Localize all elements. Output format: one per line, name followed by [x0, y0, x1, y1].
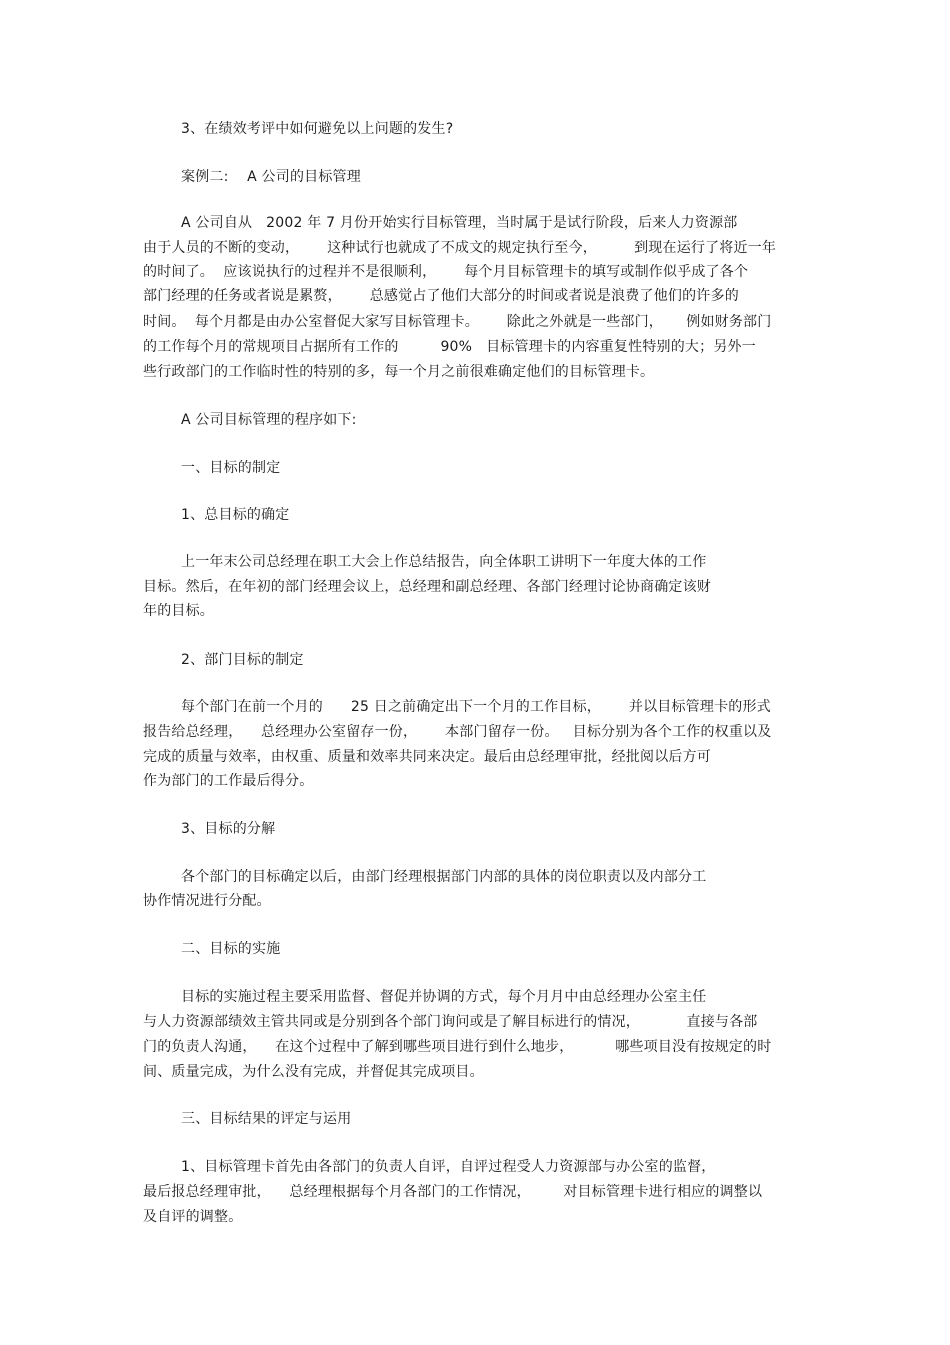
- intro-paragraph-line: 的时间了。 应该说执行的过程并不是很顺利， 每个月目标管理卡的填写或制作似乎成了各个: [143, 264, 749, 280]
- body-paragraph-line: 协作情况进行分配。: [143, 893, 271, 909]
- section-heading: 一、目标的制定: [181, 460, 281, 476]
- intro-paragraph-line: 的工作每个月的常规项目占据所有工作的 90% 目标管理卡的内容重复性特别的大；另外一: [143, 339, 756, 355]
- body-paragraph-line: 1、目标管理卡首先由各部门的负责人自评，自评过程受人力资源部与办公室的监督，: [181, 1159, 716, 1175]
- body-paragraph-line: 最后报总经理审批， 总经理根据每个月各部门的工作情况， 对目标管理卡进行相应的调整以: [143, 1184, 763, 1200]
- body-paragraph-line: 上一年末公司总经理在职工大会上作总结报告，向全体职工讲明下一年度大体的工作: [181, 554, 707, 570]
- body-paragraph-line: 报告给总经理， 总经理办公室留存一份， 本部门留存一份。 目标分别为各个工作的权重以及: [143, 724, 772, 740]
- body-paragraph-line: 目标的实施过程主要采用监督、督促并协调的方式，每个月月中由总经理办公室主任: [181, 989, 707, 1005]
- subsection-heading: 2、部门目标的制定: [181, 652, 304, 668]
- body-paragraph-line: 年的目标。: [143, 603, 214, 619]
- body-paragraph-line: 完成的质量与效率，由权重、质量和效率共同来决定。最后由总经理审批，经批阅以后方可: [143, 749, 711, 765]
- subsection-heading: 3、目标的分解: [181, 821, 276, 837]
- subsection-heading: 1、总目标的确定: [181, 507, 290, 523]
- question-line: 3、在绩效考评中如何避免以上问题的发生?: [181, 121, 454, 137]
- section-heading: 三、目标结果的评定与运用: [181, 1111, 352, 1127]
- body-paragraph-line: 及自评的调整。: [143, 1209, 243, 1225]
- body-paragraph-line: 间、质量完成，为什么没有完成，并督促其完成项目。: [143, 1064, 484, 1080]
- body-paragraph-line: 目标。然后，在年初的部门经理会议上，总经理和副总经理、各部门经理讨论协商确定该财: [143, 579, 711, 595]
- intro-paragraph-line: A 公司自从 2002 年 7 月份开始实行目标管理，当时属于是试行阶段，后来人力资源部: [181, 215, 738, 231]
- body-paragraph-line: 门的负责人沟通， 在这个过程中了解到哪些项目进行到什么地步， 哪些项目没有按规定的时: [143, 1039, 772, 1055]
- body-paragraph-line: 与人力资源部绩效主管共同或是分别到各个部门询问或是了解目标进行的情况， 直接与各部: [143, 1014, 758, 1030]
- procedure-heading: A 公司目标管理的程序如下:: [181, 412, 357, 428]
- section-heading: 二、目标的实施: [181, 941, 281, 957]
- body-paragraph-line: 各个部门的目标确定以后，由部门经理根据部门内部的具体的岗位职责以及内部分工: [181, 869, 707, 885]
- intro-paragraph-line: 由于人员的不断的变动， 这种试行也就成了不成文的规定执行至今， 到现在运行了将近一年: [143, 240, 777, 256]
- case-title: 案例二: A 公司的目标管理: [181, 169, 361, 185]
- intro-paragraph-line: 些行政部门的工作临时性的特别的多，每一个月之前很难确定他们的目标管理卡。: [143, 364, 655, 380]
- body-paragraph-line: 作为部门的工作最后得分。: [143, 773, 314, 789]
- intro-paragraph-line: 部门经理的任务或者说是累赘， 总感觉占了他们大部分的时间或者说是浪费了他们的许多的: [143, 288, 739, 304]
- intro-paragraph-line: 时间。 每个月都是由办公室督促大家写目标管理卡。 除此之外就是一些部门， 例如财务部门: [143, 314, 772, 330]
- body-paragraph-line: 每个部门在前一个月的 25 日之前确定出下一个月的工作目标， 并以目标管理卡的形式: [181, 699, 771, 715]
